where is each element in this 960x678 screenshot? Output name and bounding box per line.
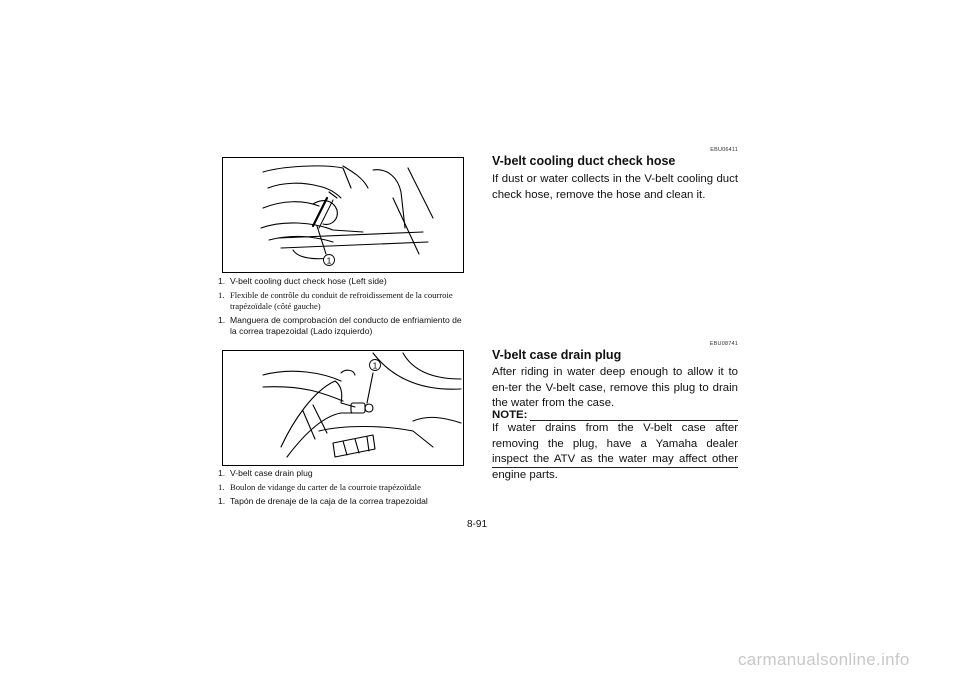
callout-1: 1 bbox=[372, 360, 378, 371]
callout-1: 1 bbox=[326, 255, 332, 266]
watermark: carmanualsonline.info bbox=[738, 650, 910, 669]
section-body: After riding in water deep enough to allow it to en-ter the V-belt case, remove this plug to drain the water from the case. bbox=[492, 366, 738, 409]
caption-fr: 1. Boulon de vidange du carter de la courroie trapézoïdale bbox=[218, 482, 421, 492]
note-label: NOTE: bbox=[492, 409, 528, 421]
caption-es: 1. Tapón de drenaje de la caja de la correa trapezoidal bbox=[218, 496, 428, 506]
page-number: 8-91 bbox=[467, 519, 488, 530]
section-code: EBU08741 bbox=[709, 341, 738, 347]
note-bottom-rule bbox=[492, 467, 738, 468]
drain-plug-illustration bbox=[223, 351, 463, 465]
figure2-captions bbox=[218, 468, 470, 507]
cooling-duct-hose-illustration bbox=[223, 158, 463, 272]
caption-en: 1. V-belt cooling duct check hose (Left side) bbox=[218, 276, 387, 286]
section-heading: V-belt cooling duct check hose bbox=[492, 154, 676, 168]
figure-cooling-duct-hose bbox=[222, 157, 464, 273]
section-heading: V-belt case drain plug bbox=[492, 348, 622, 362]
caption-fr: 1. Flexible de contrôle du conduit de refroidissement de la courroie trapézoïdale (côté gauche) bbox=[218, 290, 453, 311]
figure-drain-plug bbox=[222, 350, 464, 466]
note-text: If water drains from the V-belt case after removing the plug, have a Yamaha dealer inspect the ATV as the water may affect other engine parts. bbox=[492, 422, 738, 481]
figure1-captions bbox=[218, 276, 468, 337]
caption-en: 1. V-belt case drain plug bbox=[218, 468, 313, 478]
section-code: EBU06411 bbox=[710, 147, 738, 153]
section-body: If dust or water collects in the V-belt cooling duct check hose, remove the hose and clean it. bbox=[492, 173, 738, 201]
caption-es: 1. Manguera de comprobación del conducto de enfriamiento de la correa trapezoidal (Lado izquierdo) bbox=[218, 315, 462, 336]
